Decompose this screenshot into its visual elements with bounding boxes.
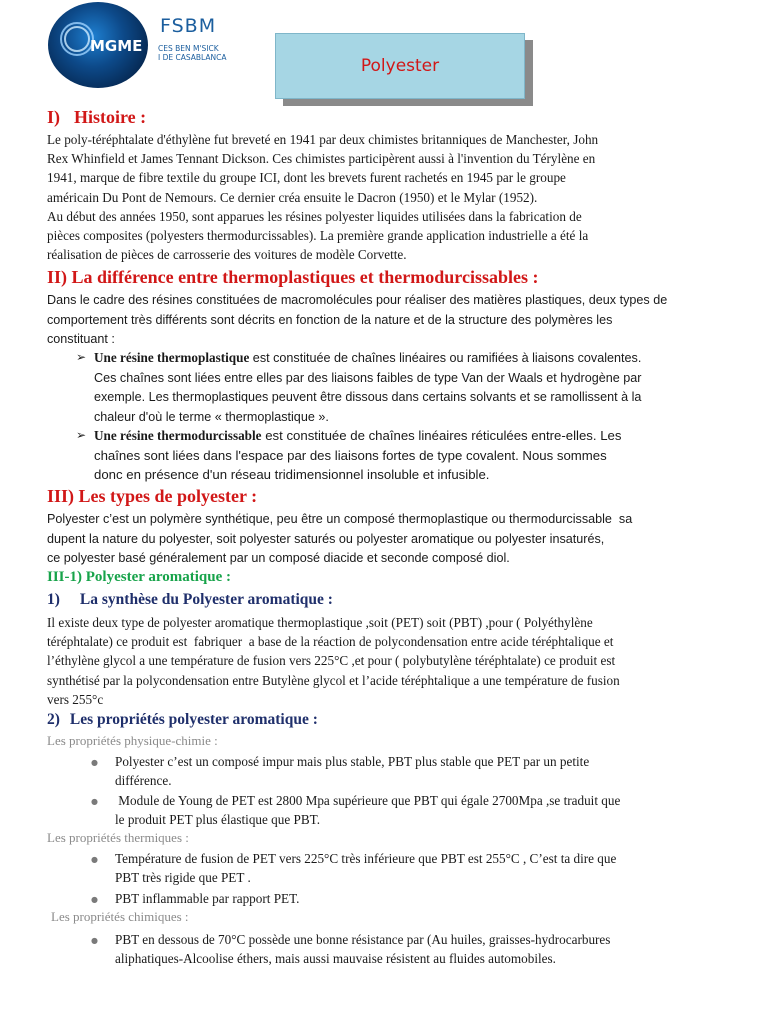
text-line: américain Du Pont de Nemours. Ce dernier créa ensuite le Dacron (1950) et le Mylar (1952). [47,189,538,205]
properties-title: Les propriétés polyester aromatique : [69,711,318,728]
text-line: Polyester c’est un composé impur mais plus stable, PBT plus stable que PET par un petite [115,754,590,769]
text-line: PBT en dessous de 70°C possède une bonne résistance par (Au huiles, graisses-hydrocarbures [115,932,611,947]
atom-inner-ring [64,26,90,52]
bullet-icon: ● [91,895,98,904]
text-line: réalisation de pièces de carrosserie des voitures de modèle Corvette. [47,247,407,263]
text-line: donc en présence d'un réseau tridimensionnel insoluble et infusible. [94,467,490,482]
text-line: comportement très différents sont décrits en fonction de la nature et de la structure des polymères les [47,312,613,327]
synthesis-body [47,613,620,709]
section-1-title: Histoire : [74,107,147,127]
text-line: le produit PET plus élastique que PBT. [115,812,320,828]
text-line: constituant : [47,332,115,346]
text-line: synthétisé par la polycondensation entre Butylène glycol et l’acide téréphtalique a une température de fusion [47,672,620,688]
bold-term: Une résine thermodurcissable [94,428,262,443]
thermoset-definition [94,426,621,485]
text-line: dupent la nature du polyester, soit polyester saturés ou polyester aromatique ou polyester insaturés, [47,531,605,546]
text-line: Au début des années 1950, sont apparues les résines polyester liquides utilisées dans la fabrication de [47,208,582,224]
title-box [275,33,525,99]
bullet-icon: ● [91,936,98,945]
section-1-number: I) [47,107,60,127]
physical-properties-label: Les propriétés physique-chimie : [47,733,218,748]
logo-acronym: MGME [90,37,143,55]
text-line: est constituée de chaînes linéaires ou ramifiées à liaisons covalentes. [249,351,642,365]
text-line: Température de fusion de PET vers 225°C très inférieure que PBT est 255°C , C’est ta dire que [115,851,617,866]
fsbm-mgme-logo [40,0,240,96]
bold-term: Une résine thermoplastique [94,350,250,365]
section-2-heading [47,267,538,288]
physical-property-item [115,791,620,829]
text-line: pièces composites (polyesters thermodurcissables). La première grande application industrielle a été la [47,228,589,244]
text-line: Ces chaînes sont liées entre elles par des liaisons faibles de type Van der Waals et hydrogène par [94,370,642,385]
thermal-property-item [115,889,299,908]
section-3-heading: III) Les types de polyester : [47,486,258,506]
subsection-3-1-heading: III-1) Polyester aromatique : [47,569,231,585]
synthesis-heading [47,591,333,609]
arrow-bullet-icon: ➢ [76,428,87,442]
text-line: exemple. Les thermoplastiques peuvent être dissous dans certains solvants et se ramollissent à la [94,390,642,404]
section-3-intro [47,510,632,569]
text-line: chaînes sont liées dans l'espace par des liaisons fortes de type covalent. Nous sommes [94,447,607,463]
section-2-intro [47,291,667,350]
text-line: Module de Young de PET est 2800 Mpa supérieure que PBT qui égale 2700Mpa ,se traduit que [115,793,621,808]
section-1-heading [47,107,146,128]
section-1-body [47,130,598,264]
synthesis-number: 1) [47,591,60,608]
text-line: Dans le cadre des résines constituées de macromolécules pour réaliser des matières plastiques, deux types de [47,293,668,307]
arrow-bullet-icon: ➢ [76,350,87,364]
text-line: PBT très rigide que PET . [115,870,251,886]
text-line: Il existe deux type de polyester aromatique thermoplastique ,soit (PET) soit (PBT) ,pour ( Polyéthylène [47,615,593,630]
thermal-properties-label: Les propriétés thermiques : [47,830,189,845]
text-line: PBT inflammable par rapport PET. [115,891,300,906]
text-line: ce polyester basé généralement par un composé diacide et seconde composé diol. [47,551,510,565]
physical-property-item [115,752,589,790]
synthesis-title: La synthèse du Polyester aromatique : [79,591,333,608]
text-line: est constituée de chaînes linéaires réticulées entre-elles. Les [261,428,622,443]
text-line: vers 255°c [47,691,104,707]
text-line: téréphtalate) ce produit est fabriquer a base de la réaction de polycondensation entre acide téréphtalique et [47,634,614,650]
text-line: Rex Whinfield et James Tennant Dickson. Ces chimistes participèrent aussi à l'invention du Térylène en [47,151,596,167]
text-line: 1941, marque de fibre textile du groupe ICI, dont les brevets furent rachetés en 1945 par le groupe [47,170,566,186]
properties-number: 2) [47,711,60,728]
chemical-property-item [115,930,610,968]
section-2-number: II) [47,267,68,287]
thermoplastic-definition [94,348,641,427]
logo-line-2: I DE CASABLANCA [158,53,227,62]
properties-heading [47,711,318,729]
text-line: l’éthylène glycol a une température de fusion vers 225°C ,et pour ( polybutylène téréphtalate) ce produit est [47,653,616,669]
logo-fsbm: FSBM [160,15,217,37]
text-line: Polyester c’est un polymère synthétique, peu être un composé thermoplastique ou thermodurcissable sa [47,512,633,526]
text-line: différence. [115,773,172,789]
page-title: Polyester [360,56,440,76]
text-line: aliphatiques-Alcoolise éthers, mais aussi mauvaise résistent au fluides automobiles. [115,951,556,967]
chemical-properties-label: Les propriétés chimiques : [51,909,189,924]
thermal-property-item [115,849,616,887]
text-line: Le poly-téréphtalate d'éthylène fut breveté en 1941 par deux chimistes britanniques de Manchester, John [47,132,599,147]
bullet-icon: ● [91,758,98,767]
text-line: chaleur d'où le terme « thermoplastique ». [94,409,329,424]
logo-line-1: CES BEN M'SICK [158,44,219,53]
bullet-icon: ● [91,797,98,806]
bullet-icon: ● [91,855,98,864]
section-2-title: La différence entre thermoplastiques et thermodurcissables : [71,267,539,287]
